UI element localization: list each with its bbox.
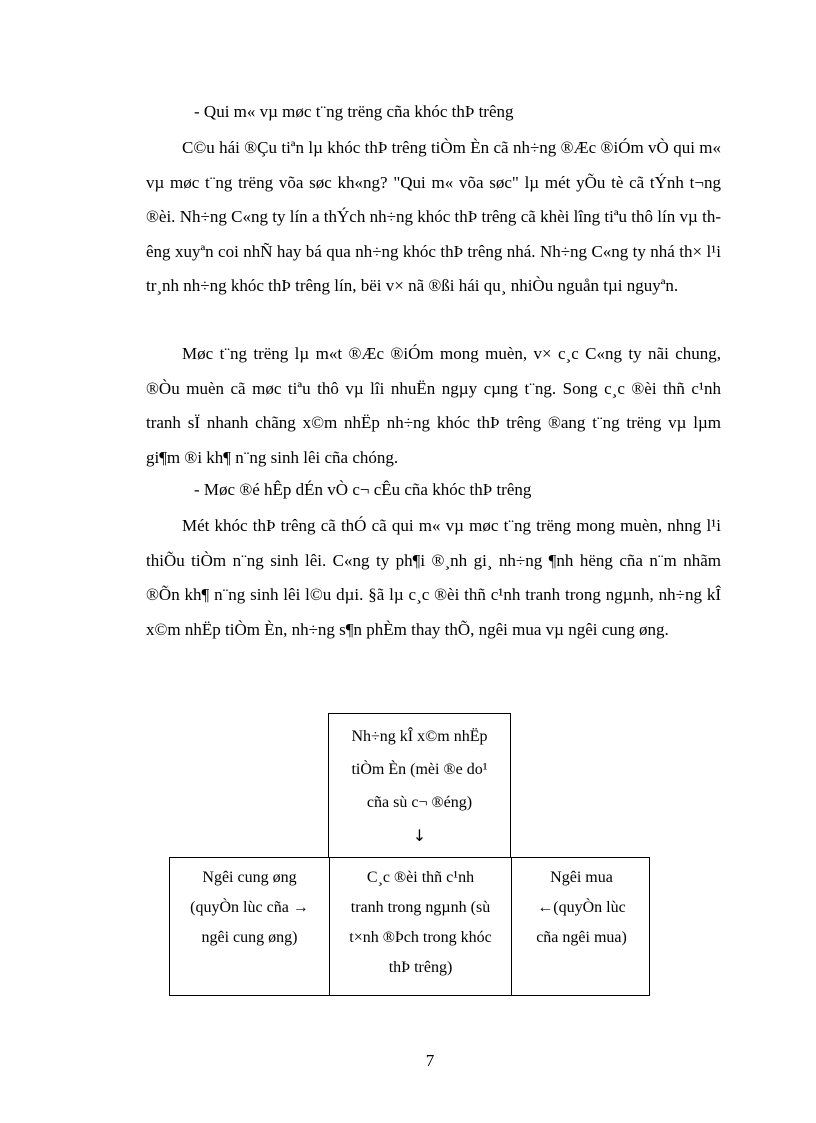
paragraph-growth: Møc t¨ng trëng lµ m«t ®Æc ®iÓm mong muèn, v× c¸c C«ng ty nãi chung, ®Òu muèn cã møc tiªu thô vµ lîi nhuËn ngµy cµng t¨ng. Song c¸c ®èi thñ c¹nh tranh sÏ nhanh chãng x©m nhËp nh÷ng khóc thÞ trêng ®ang t¨ng trëng vµ lµm gi¶m ®i kh¶ n¨ng sinh lêi cña chóng. [146, 344, 721, 467]
suppliers-line-3: ngêi cung øng) [201, 929, 298, 946]
suppliers-line-1: Ngêi cung øng [202, 869, 297, 886]
down-arrow-icon: ↓ [412, 826, 427, 845]
buyers-line-2: ←(quyÒn lùc [537, 899, 626, 916]
buyers-cell [512, 858, 651, 995]
page-number: 7 [425, 1051, 435, 1070]
buyers-line-1: Ngêi mua [550, 869, 613, 886]
competitors-line-3: t×nh ®Þch trong khóc [349, 929, 492, 946]
competitors-line-4: thÞ trêng) [388, 959, 453, 976]
potential-entrants-box [328, 713, 511, 857]
suppliers-cell [170, 858, 329, 995]
competitors-line-1: C¸c ®èi thñ c¹nh [366, 869, 475, 886]
potential-entrants-line-2: tiÒm Èn (mèi ®e do¹ [351, 761, 488, 778]
five-forces-diagram [169, 713, 650, 996]
potential-entrants-line-3: cña sù c¬ ®éng) [366, 794, 473, 811]
competitors-line-2: tranh trong ngµnh (sù [350, 899, 491, 916]
buyers-line-3: cña ngêi mua) [536, 929, 627, 946]
section-heading-structure: - Møc ®é hÊp dÉn vÒ c¬ cÊu cña khóc thÞ trêng [194, 480, 532, 499]
paragraph-structure: Mét khóc thÞ trêng cã thÓ cã qui m« vµ møc t¨ng trëng mong muèn, nhng l¹i thiÕu tiÒm n¨ng sinh lêi. C«ng ty ph¶i ®¸nh gi¸ nh÷ng ¶nh hëng cña n¨m nhãm ®Õn kh¶ n¨ng sinh lêi l©u dµi. §ã lµ c¸c ®èi thñ c¹nh tranh trong ngµnh, nh÷ng kÎ x©m nhËp tiÒm Èn, nh÷ng s¶n phÈm thay thÕ, ngêi mua vµ ngêi cung øng. [146, 516, 721, 639]
section-heading-size-growth: - Qui m« vµ møc t¨ng trëng cña khóc thÞ trêng [194, 102, 514, 121]
competitors-cell [329, 858, 512, 995]
paragraph-size: C©u hái ®Çu tiªn lµ khóc thÞ trêng tiÒm Èn cã nh÷ng ®Æc ®iÓm vÒ qui m« vµ møc t¨ng trëng võa søc kh«ng? "Qui m« võa søc" lµ mét yÕu tè cã tÝnh t¬ng ®èi. Nh÷ng C«ng ty lín a thÝch nh÷ng khóc thÞ trêng cã khèi lîng tiªu thô lín vµ thêng xuyªn coi nhÑ hay bá qua nh÷ng khóc thÞ trêng nhá. Nh÷ng C«ng ty nhá th× l¹i tr¸nh nh÷ng khóc thÞ trêng lín, bëi v× nã ®ßi hái qu¸ nhiÒu nguån tµi nguyªn. [146, 138, 721, 296]
potential-entrants-line-1: Nh÷ng kÎ x©m nhËp [351, 728, 488, 745]
forces-row [169, 857, 650, 996]
suppliers-line-2: (quyÒn lùc cña → [190, 899, 309, 916]
